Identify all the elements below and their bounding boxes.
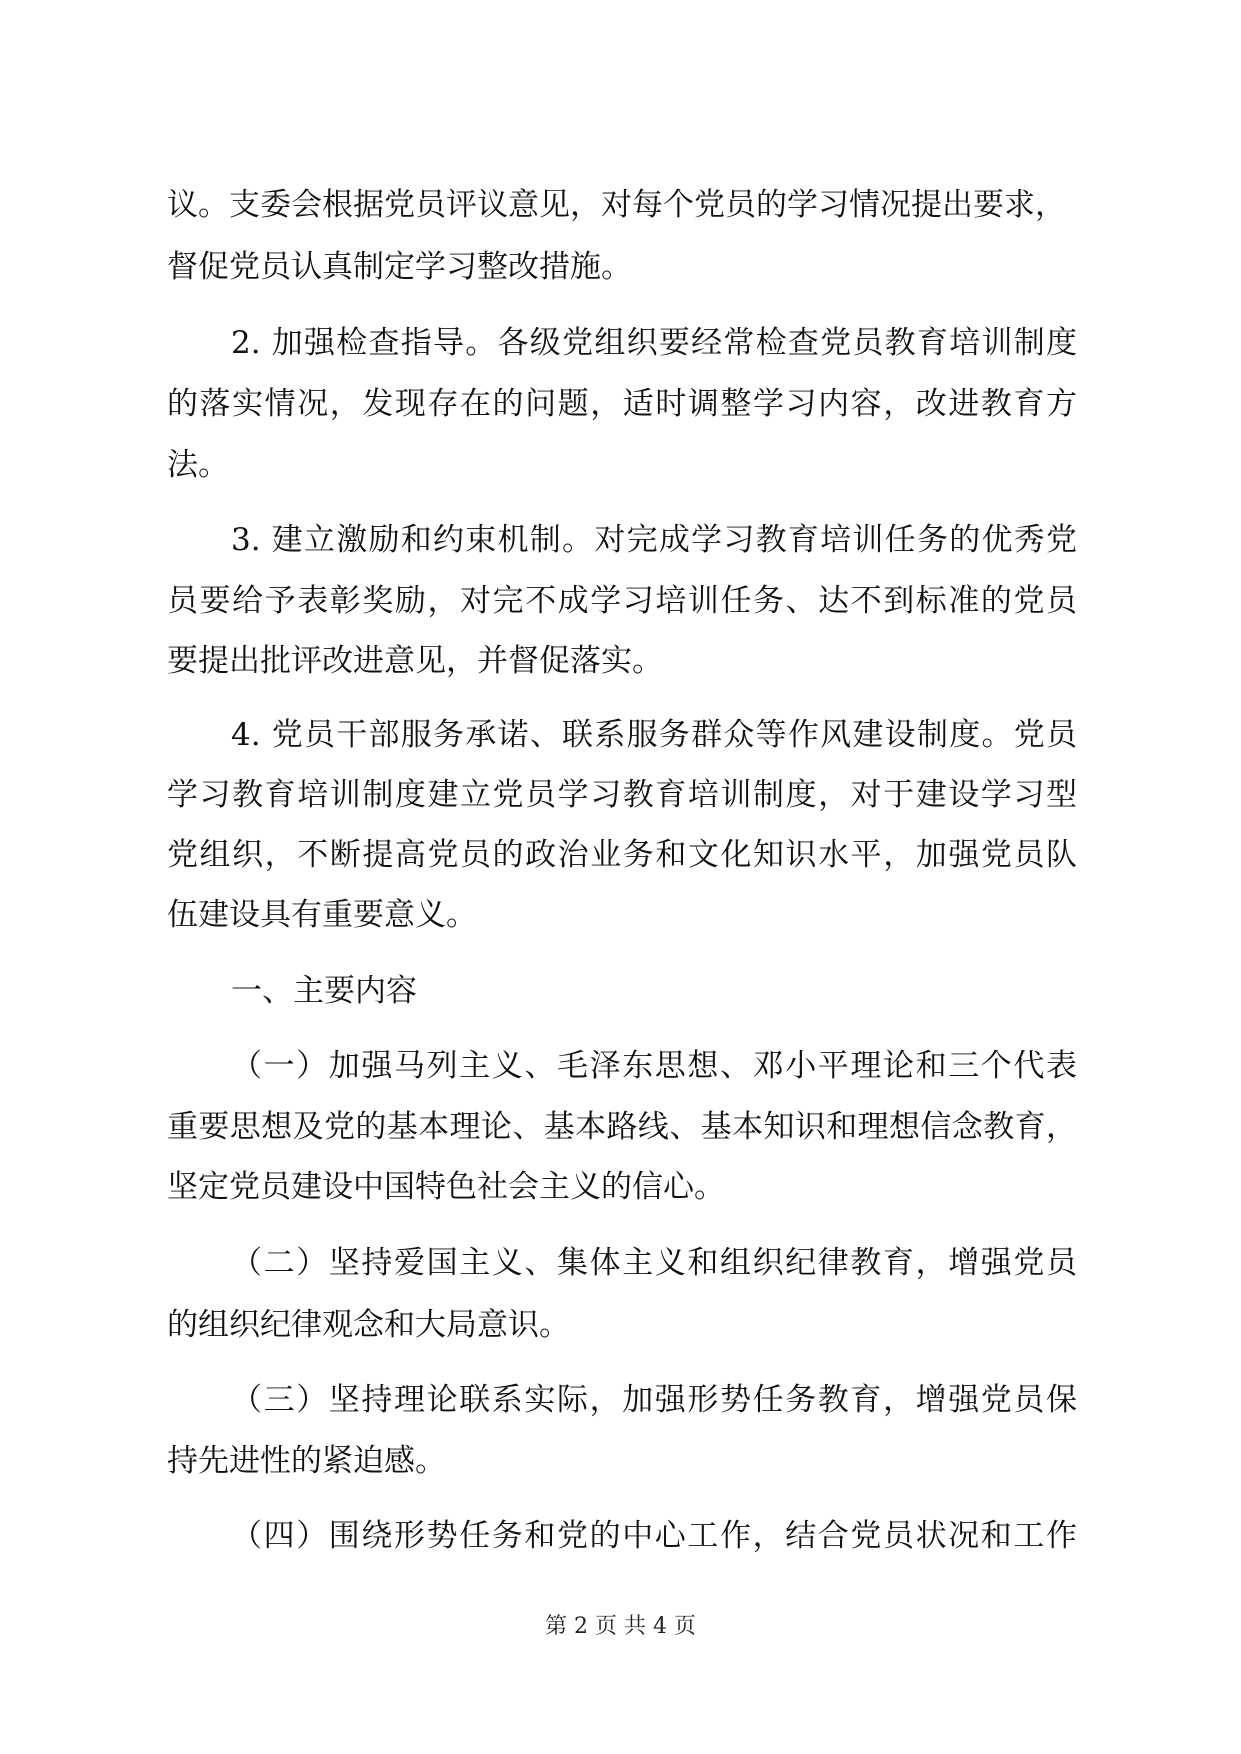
text-line: 员要给予表彰奖励，对完不成学习培训任务、达不到标准的党员 xyxy=(167,583,1077,619)
text-line: 议。支委会根据党员评议意见，对每个党员的学习情况提出要求， xyxy=(167,187,1066,223)
text-line: 法。 xyxy=(167,447,229,483)
text-line: 要提出批评改进意见，并督促落实。 xyxy=(167,643,663,679)
text-line: 督促党员认真制定学习整改措施。 xyxy=(167,249,632,285)
text-line: （四）围绕形势任务和党的中心工作，结合党员状况和工作 xyxy=(231,1518,1077,1554)
text-line: 的落实情况，发现存在的问题，适时调整学习内容，改进教育方 xyxy=(167,386,1077,422)
text-line: 重要思想及党的基本理论、基本路线、基本知识和理想信念教育， xyxy=(167,1109,1077,1145)
text-line: 3. 建立激励和约束机制。对完成学习教育培训任务的优秀党 xyxy=(231,522,1077,558)
text-line: （三）坚持理论联系实际，加强形势任务教育，增强党员保 xyxy=(231,1382,1077,1418)
text-line: 4. 党员干部服务承诺、联系服务群众等作风建设制度。党员 xyxy=(231,717,1077,753)
section-heading: 一、主要内容 xyxy=(231,973,417,1009)
text-line: 坚定党员建设中国特色社会主义的信心。 xyxy=(167,1169,725,1205)
text-line: 学习教育培训制度建立党员学习教育培训制度，对于建设学习型 xyxy=(167,777,1077,813)
text-line: 党组织，不断提高党员的政治业务和文化知识水平，加强党员队 xyxy=(167,837,1077,873)
text-line: （二）坚持爱国主义、集体主义和组织纪律教育，增强党员 xyxy=(231,1245,1077,1281)
text-line: （一）加强马列主义、毛泽东思想、邓小平理论和三个代表 xyxy=(231,1048,1077,1084)
text-line: 持先进性的紧迫感。 xyxy=(167,1443,446,1479)
page-number-footer: 第 2 页 共 4 页 xyxy=(545,1614,696,1639)
text-line: 的组织纪律观念和大局意识。 xyxy=(167,1307,570,1343)
text-line: 2. 加强检查指导。各级党组织要经常检查党员教育培训制度 xyxy=(231,325,1077,361)
text-line: 伍建设具有重要意义。 xyxy=(167,897,477,933)
